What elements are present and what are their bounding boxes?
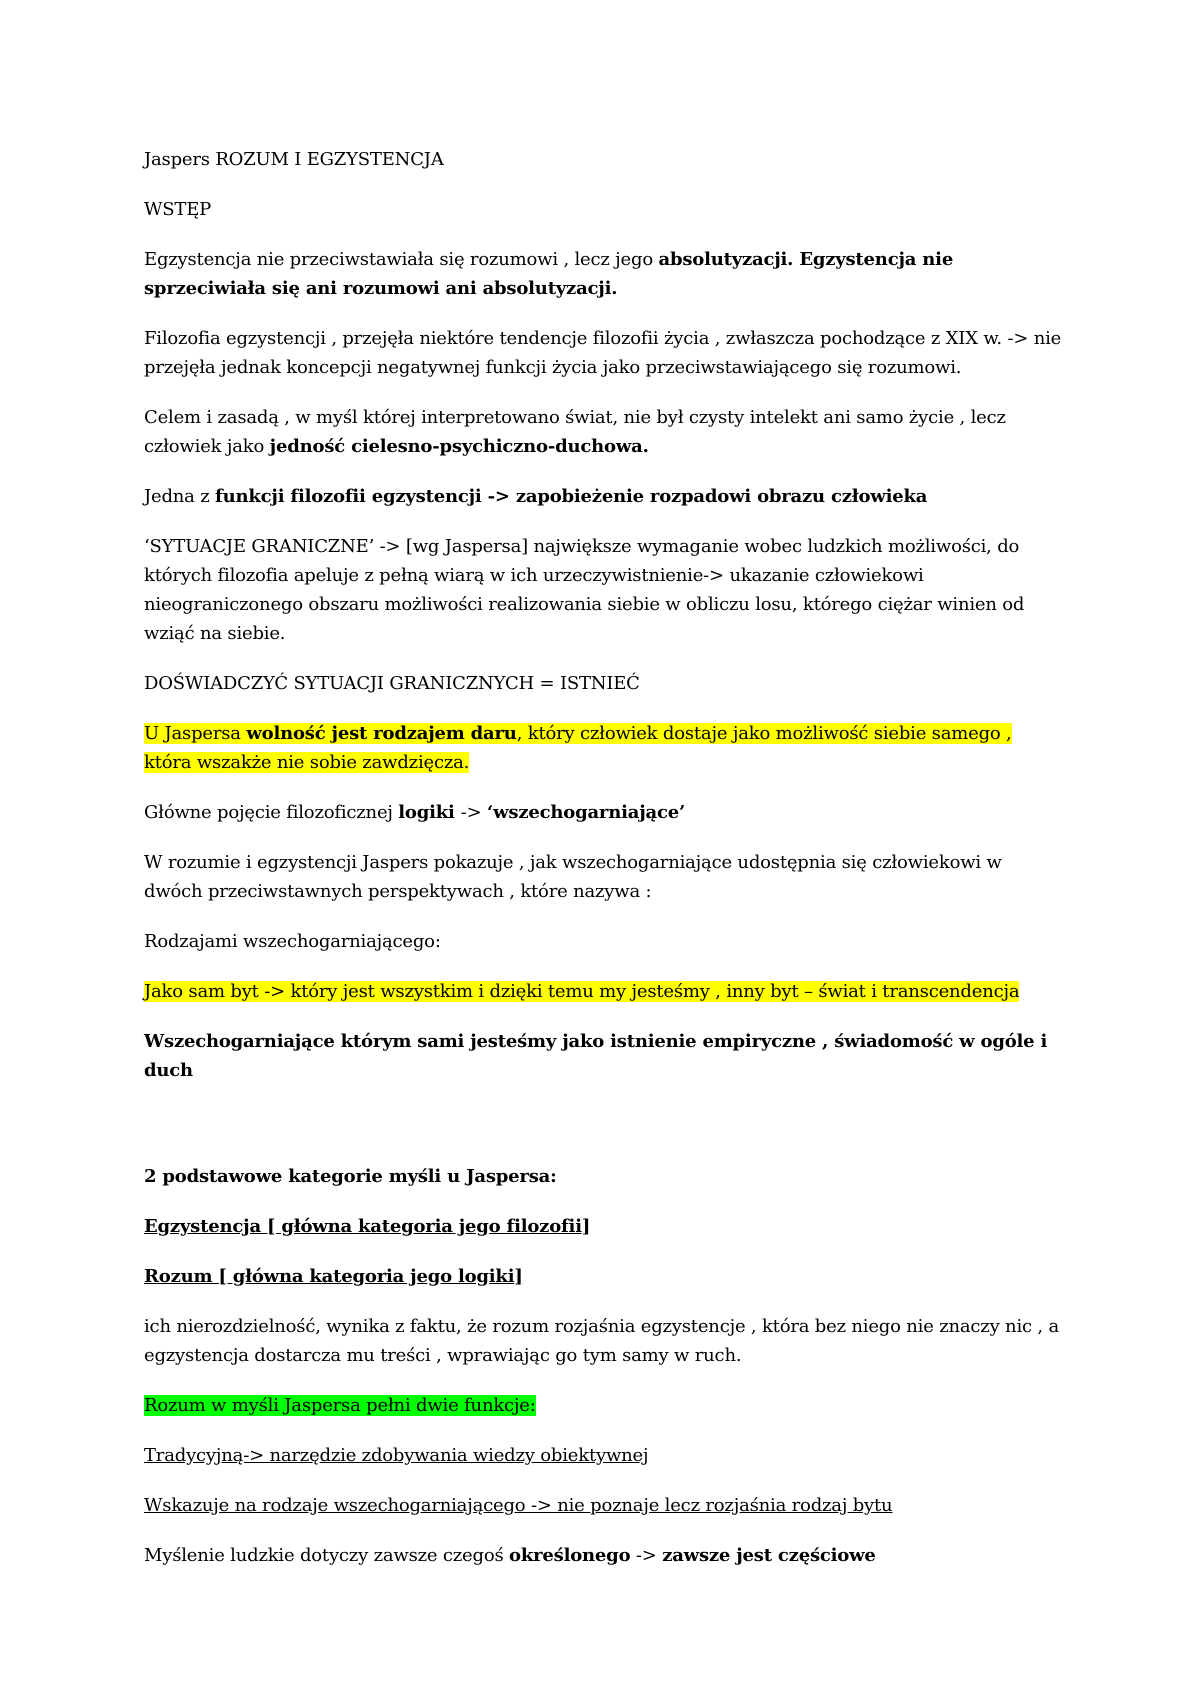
paragraph-kategorie: 2 podstawowe kategorie myśli u Jaspersa: (144, 1166, 557, 1187)
paragraph-text: -> (630, 1545, 663, 1566)
paragraph-text: Jedna z (144, 486, 216, 507)
blank-space (144, 1106, 1064, 1162)
bold-text: logiki (398, 802, 461, 823)
paragraph-nierozdzielnosc: ich nierozdzielność, wynika z faktu, że rozum rozjaśnia egzystencje , która bez niego nie znaczy nic , a egzystencja dostarcza mu treści , wprawiając go tym samy w ruch. (144, 1316, 1059, 1366)
paragraph-rodzajami: Rodzajami wszechogarniającego: (144, 931, 441, 952)
bold-text: absolutyzacji. Egzystencja nie sprzeciwiała się ani rozumowi ani absolutyzacji. (144, 249, 954, 299)
bold-text: jedność cielesno-psychiczno-duchowa. (269, 436, 649, 457)
paragraph-text: Egzystencja nie przeciwstawiała się rozumowi , lecz jego (144, 249, 659, 270)
paragraph-text: Główne pojęcie filozoficznej (144, 802, 399, 823)
bold-text: zawsze jest częściowe (662, 1545, 876, 1566)
paragraph-text: Myślenie ludzkie dotyczy zawsze czegoś (144, 1545, 510, 1566)
paragraph-text: Celem i zasadą , w myśl której interpretowano świat, nie był czysty intelekt ani samo życie , lecz człowiek jako (144, 407, 1006, 457)
document-title: Jaspers ROZUM I EGZYSTENCJA (144, 149, 444, 170)
function-tradycyjna: Tradycyjną-> narzędzie zdobywania wiedzy obiektywnej (144, 1445, 649, 1466)
paragraph-sam-byt (144, 977, 1064, 1006)
paragraph-myslenie (144, 1541, 1064, 1570)
function-wskazuje: Wskazuje na rodzaje wszechogarniającego -> nie poznaje lecz rozjaśnia rodzaj bytu (144, 1495, 893, 1516)
highlighted-text (144, 723, 1012, 773)
category-egzystencja: Egzystencja [ główna kategoria jego filozofii] (144, 1216, 591, 1237)
bold-text: określonego (509, 1545, 631, 1566)
bold-text: ‘wszechogarniające’ (487, 802, 686, 823)
bold-text: wolność jest rodzajem daru (246, 723, 517, 744)
paragraph-wolnosc (144, 719, 1064, 777)
paragraph-doswiadczyc: DOŚWIADCZYĆ SYTUACJI GRANICZNYCH = ISTNIEĆ (144, 673, 640, 694)
paragraph-sytuacje-graniczne: ‘SYTUACJE GRANICZNE’ -> [wg Jaspersa] największe wymaganie wobec ludzkich możliwości, do których filozofia apeluje z pełną wiarą w ich urzeczywistnienie-> ukazanie człowiekowi nieograniczonego obszaru możliwości realizowania siebie w obliczu losu, którego ciężar winien od wziąć na siebie. (144, 536, 1025, 644)
paragraph-text: U Jaspersa (144, 723, 247, 744)
category-rozum: Rozum [ główna kategoria jego logiki] (144, 1266, 523, 1287)
paragraph-text: , który człowiek dostaje jako możliwość siebie samego , która wszakże nie sobie zawdzięcza. (144, 723, 1012, 773)
highlighted-text: Rozum w myśli Jaspersa pełni dwie funkcje: (144, 1395, 536, 1416)
bold-text: funkcji filozofii egzystencji -> zapobieżenie rozpadowi obrazu człowieka (215, 486, 928, 507)
paragraph-text: -> (460, 802, 488, 823)
document-body (144, 145, 1064, 1591)
paragraph-funkcji (144, 482, 1064, 511)
paragraph-logiki (144, 798, 1064, 827)
paragraph-celem (144, 403, 1064, 461)
paragraph-rozumie: W rozumie i egzystencji Jaspers pokazuje , jak wszechogarniające udostępnia się człowiekowi w dwóch przeciwstawnych perspektywach , które nazywa : (144, 852, 1002, 902)
paragraph-filozofia: Filozofia egzystencji , przejęła niektóre tendencje filozofii życia , zwłaszcza pochodzące z XIX w. -> nie przejęła jednak koncepcji negatywnej funkcji życia jako przeciwstawiającego się rozumowi. (144, 328, 1062, 378)
paragraph-rozum-funkcje (144, 1391, 1064, 1420)
section-heading: WSTĘP (144, 199, 212, 220)
paragraph-wszechogarniajace: Wszechogarniające którym sami jesteśmy jako istnienie empiryczne , świadomość w ogóle i duch (144, 1031, 1048, 1081)
highlighted-text: Jako sam byt -> który jest wszystkim i dzięki temu my jesteśmy , inny byt – świat i transcendencja (144, 981, 1020, 1002)
paragraph-egzystencja (144, 245, 1064, 303)
